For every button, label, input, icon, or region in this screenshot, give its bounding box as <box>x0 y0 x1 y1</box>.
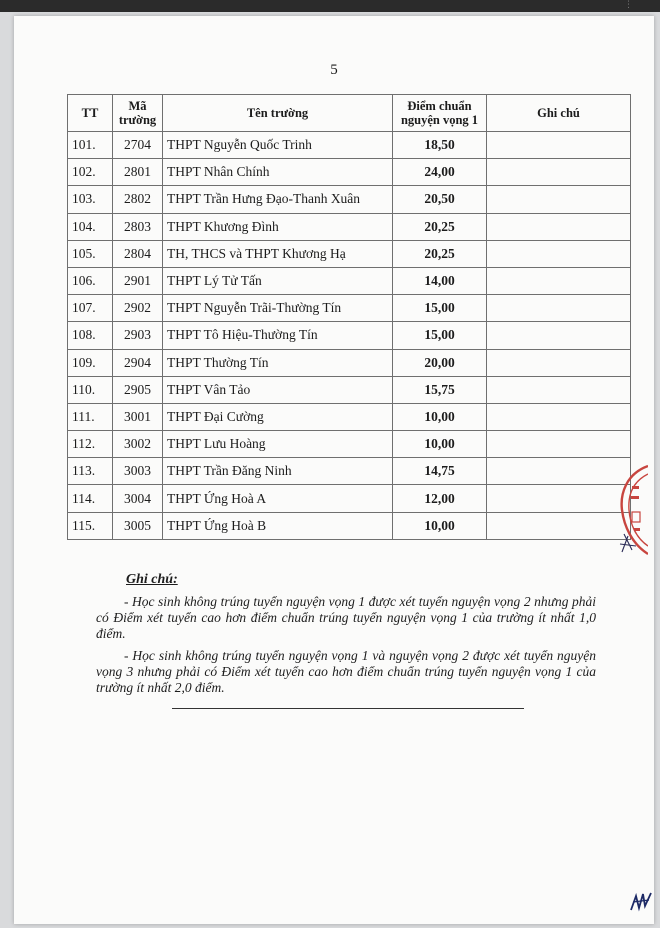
cell-ten-truong: THPT Ứng Hoà A <box>163 485 393 512</box>
cell-ten-truong: TH, THCS và THPT Khương Hạ <box>163 240 393 267</box>
cell-ghi-chu <box>487 132 631 159</box>
page-number: 5 <box>330 62 338 78</box>
table-row <box>68 240 631 267</box>
table-row <box>68 267 631 294</box>
cell-ma-truong: 2704 <box>113 132 163 159</box>
cell-diem-chuan: 18,50 <box>393 132 487 159</box>
note-item: - Học sinh không trúng tuyển nguyện vọng 1 và nguyện vọng 2 được xét tuyển nguyện vọng 3 nhưng phải có Điểm xét tuyển cao hơn điểm chuẩn trúng tuyển nguyện vọng 1 của trường ít nhất 2,0 điểm. <box>96 648 596 695</box>
cell-diem-chuan: 20,25 <box>393 213 487 240</box>
cell-ghi-chu <box>487 186 631 213</box>
cell-tt: 105. <box>68 240 113 267</box>
cell-ghi-chu <box>487 431 631 458</box>
cell-ghi-chu <box>487 512 631 539</box>
cell-ma-truong: 2804 <box>113 240 163 267</box>
cell-ghi-chu <box>487 295 631 322</box>
initials-signature-icon <box>629 890 653 914</box>
table-row <box>68 431 631 458</box>
cell-tt: 111. <box>68 403 113 430</box>
cell-diem-chuan: 24,00 <box>393 159 487 186</box>
cell-ten-truong: THPT Lưu Hoàng <box>163 431 393 458</box>
cell-tt: 107. <box>68 295 113 322</box>
cell-ten-truong: THPT Trần Đăng Ninh <box>163 458 393 485</box>
cell-ma-truong: 2803 <box>113 213 163 240</box>
cell-diem-chuan: 15,75 <box>393 376 487 403</box>
cell-tt: 104. <box>68 213 113 240</box>
cell-ten-truong: THPT Trần Hưng Đạo-Thanh Xuân <box>163 186 393 213</box>
cell-ma-truong: 2904 <box>113 349 163 376</box>
cell-tt: 106. <box>68 267 113 294</box>
table-row <box>68 458 631 485</box>
header-ghi-chu: Ghi chú <box>487 95 631 132</box>
cell-ma-truong: 2902 <box>113 295 163 322</box>
closing-rule <box>172 708 524 709</box>
cell-tt: 115. <box>68 512 113 539</box>
table-row <box>68 295 631 322</box>
cell-ma-truong: 2802 <box>113 186 163 213</box>
notes-title: Ghi chú: <box>126 572 178 587</box>
admission-score-table <box>67 94 631 540</box>
cell-tt: 101. <box>68 132 113 159</box>
cell-ghi-chu <box>487 322 631 349</box>
cell-ten-truong: THPT Nguyễn Trãi-Thường Tín <box>163 295 393 322</box>
header-diem-chuan: Điểm chuẩn nguyện vọng 1 <box>393 95 487 132</box>
cell-ma-truong: 3005 <box>113 512 163 539</box>
cell-tt: 112. <box>68 431 113 458</box>
cell-diem-chuan: 10,00 <box>393 431 487 458</box>
note-item: - Học sinh không trúng tuyển nguyện vọng 1 được xét tuyển nguyện vọng 2 nhưng phải có Điểm xét tuyển cao hơn điểm chuẩn trúng tuyển nguyện vọng 1 của trường ít nhất 1,0 điểm. <box>96 594 596 641</box>
cell-ghi-chu <box>487 240 631 267</box>
table-row <box>68 213 631 240</box>
cell-ghi-chu <box>487 403 631 430</box>
cell-ma-truong: 2905 <box>113 376 163 403</box>
cell-ghi-chu <box>487 349 631 376</box>
cell-tt: 113. <box>68 458 113 485</box>
cell-ma-truong: 3001 <box>113 403 163 430</box>
cell-diem-chuan: 20,00 <box>393 349 487 376</box>
cell-ten-truong: THPT Nhân Chính <box>163 159 393 186</box>
table-body <box>68 132 631 540</box>
cell-ghi-chu <box>487 376 631 403</box>
more-icon[interactable]: ⋮ <box>624 0 633 10</box>
cell-ten-truong: THPT Đại Cường <box>163 403 393 430</box>
table-row <box>68 485 631 512</box>
cell-ma-truong: 2901 <box>113 267 163 294</box>
cell-ten-truong: THPT Nguyễn Quốc Trinh <box>163 132 393 159</box>
table-row <box>68 322 631 349</box>
table-row <box>68 159 631 186</box>
cell-ten-truong: THPT Ứng Hoà B <box>163 512 393 539</box>
viewer-top-bar <box>0 0 660 12</box>
cell-ghi-chu <box>487 267 631 294</box>
header-ten-truong: Tên trường <box>163 95 393 132</box>
table-row <box>68 186 631 213</box>
cell-ma-truong: 3004 <box>113 485 163 512</box>
document-page <box>14 16 654 924</box>
cell-tt: 114. <box>68 485 113 512</box>
cell-diem-chuan: 14,00 <box>393 267 487 294</box>
notes-section <box>96 572 596 702</box>
cell-diem-chuan: 10,00 <box>393 403 487 430</box>
cell-ten-truong: THPT Thường Tín <box>163 349 393 376</box>
cell-ghi-chu <box>487 213 631 240</box>
cell-diem-chuan: 14,75 <box>393 458 487 485</box>
cell-diem-chuan: 12,00 <box>393 485 487 512</box>
cell-ghi-chu <box>487 458 631 485</box>
table-row <box>68 512 631 539</box>
table-row <box>68 403 631 430</box>
cell-ma-truong: 2903 <box>113 322 163 349</box>
cell-diem-chuan: 10,00 <box>393 512 487 539</box>
cell-diem-chuan: 15,00 <box>393 322 487 349</box>
cell-ma-truong: 3003 <box>113 458 163 485</box>
cell-tt: 109. <box>68 349 113 376</box>
table-row <box>68 349 631 376</box>
table-row <box>68 132 631 159</box>
cell-diem-chuan: 20,50 <box>393 186 487 213</box>
cell-ma-truong: 2801 <box>113 159 163 186</box>
cell-tt: 108. <box>68 322 113 349</box>
cell-tt: 103. <box>68 186 113 213</box>
cell-diem-chuan: 20,25 <box>393 240 487 267</box>
cell-ghi-chu <box>487 159 631 186</box>
cell-ten-truong: THPT Vân Tảo <box>163 376 393 403</box>
red-seal-stamp-icon <box>618 464 648 556</box>
cell-ten-truong: THPT Khương Đình <box>163 213 393 240</box>
header-tt: TT <box>68 95 113 132</box>
cell-tt: 102. <box>68 159 113 186</box>
table-header-row <box>68 95 631 132</box>
cell-ghi-chu <box>487 485 631 512</box>
cell-ma-truong: 3002 <box>113 431 163 458</box>
cell-tt: 110. <box>68 376 113 403</box>
cell-ten-truong: THPT Lý Tử Tấn <box>163 267 393 294</box>
cell-ten-truong: THPT Tô Hiệu-Thường Tín <box>163 322 393 349</box>
table-row <box>68 376 631 403</box>
header-ma-truong: Mã trường <box>113 95 163 132</box>
cell-diem-chuan: 15,00 <box>393 295 487 322</box>
